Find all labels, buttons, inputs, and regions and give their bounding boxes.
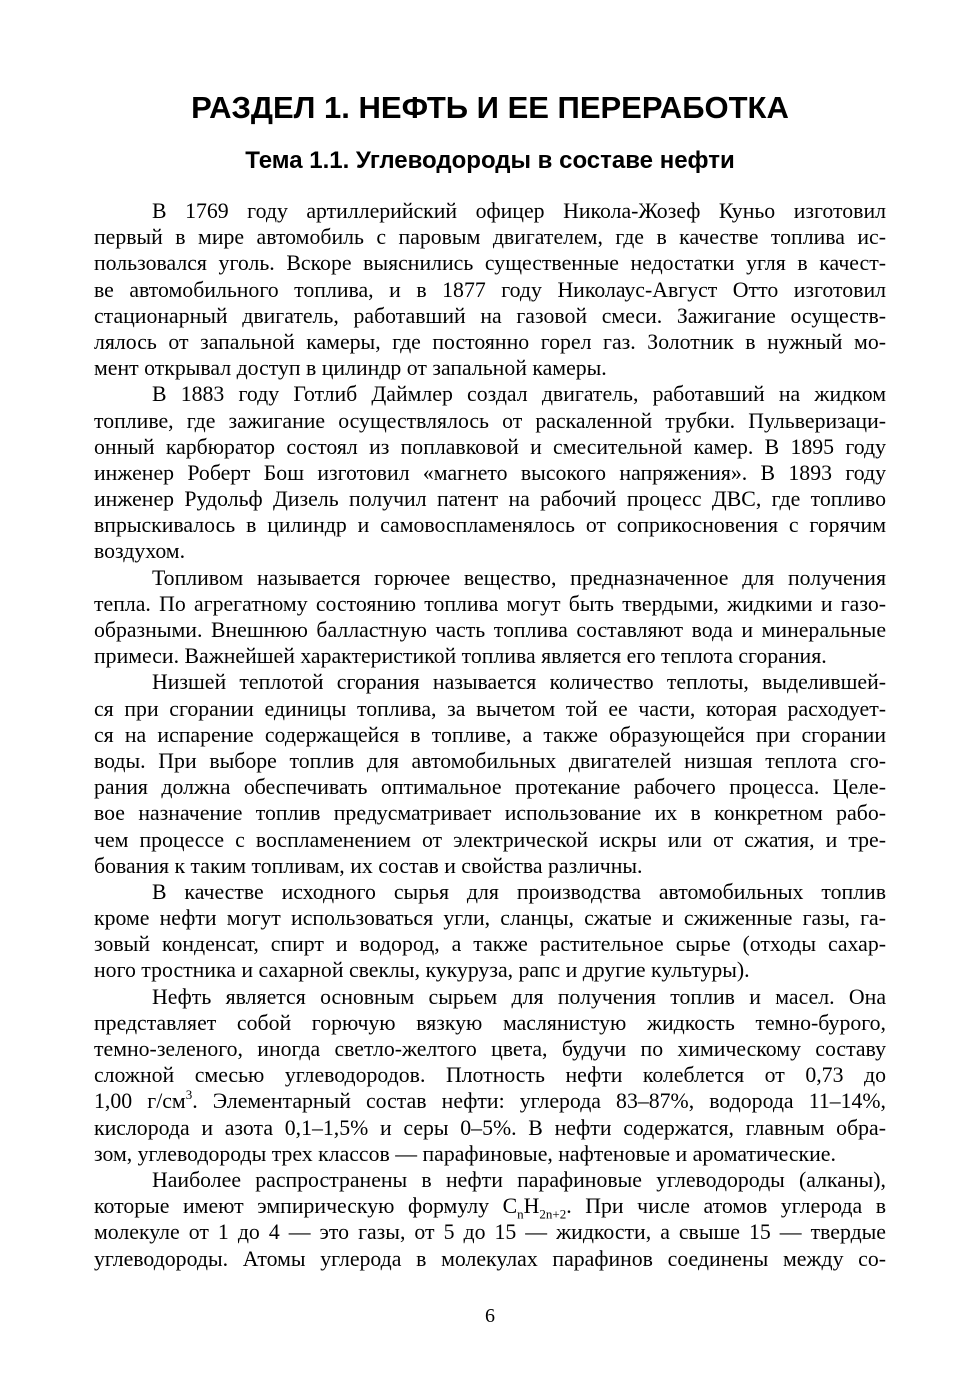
text-line: онный карбюратор состоял из поплавковой и смесительной камер. В 1895 году	[94, 434, 886, 459]
text-line: представляет собой горючую вязкую маслянистую жидкость темно-бурого,	[94, 1010, 886, 1035]
text-line: пользовался уголь. Вскоре выяснились существенные недостатки угля в качест-	[94, 251, 886, 276]
text-line: углеводороды. Атомы углерода в молекулах парафинов соединены между со-	[94, 1246, 886, 1271]
formula-subscript-n: n	[517, 1206, 524, 1222]
text-line: воздухом.	[94, 539, 186, 564]
text-line: В 1883 году Готлиб Даймлер создал двигатель, работавший на жидком	[152, 382, 886, 407]
text-line: Наиболее распространены в нефти парафиновые углеводороды (алканы),	[152, 1167, 886, 1192]
text-line: Нефть является основным сырьем для получения топлив и масел. Она	[152, 984, 886, 1009]
text-line: кроме нефти могут использоваться угли, сланцы, сжатые и сжиженные газы, га-	[94, 906, 886, 931]
text-line: рания должна обеспечивать оптимальное протекание рабочего процесса. Целе-	[94, 775, 886, 800]
section-title: РАЗДЕЛ 1. НЕФТЬ И ЕЕ ПЕРЕРАБОТКА	[191, 90, 789, 125]
text-line: сложной смесью углеводородов. Плотность нефти колеблется от 0,73 до	[94, 1063, 886, 1088]
text-line: стационарный двигатель, работавший на газовой смеси. Зажигание осуществ-	[94, 303, 886, 328]
text-line: ве автомобильного топлива, и в 1877 году Николаус-Август Отто изготовил	[94, 277, 886, 302]
paragraph-7	[94, 1167, 886, 1272]
text-line: Низшей теплотой сгорания называется количество теплоты, выделившей-	[152, 670, 886, 695]
paragraph-5	[94, 879, 886, 984]
text-line: первый в мире автомобиль с паровым двигателем, где в качестве топлива ис-	[94, 225, 886, 250]
text-line: В качестве исходного сырья для производства автомобильных топлив	[152, 879, 886, 904]
text-line: впрыскивалось в цилиндр и самовоспламенялось от соприкосновения с горячим	[94, 513, 886, 538]
text-line: образными. Внешнюю балластную часть топлива составляют вода и минеральные	[94, 618, 886, 642]
body-text	[94, 198, 886, 1272]
topic-title: Тема 1.1. Углеводороды в составе нефти	[245, 147, 735, 174]
text-line: мент открывал доступ в цилиндр от запальной камеры.	[94, 356, 607, 381]
text-line: топливе, где зажигание осуществлялось от раскаленной трубки. Пульверизаци-	[94, 408, 886, 433]
text-line: бования к таким топливам, их состав и свойства различны.	[94, 853, 643, 878]
text-line: зом, углеводороды трех классов — парафиновые, нафтеновые и ароматические.	[94, 1141, 836, 1166]
text-line: Топливом называется горючее вещество, предназначенное для получения	[152, 565, 886, 590]
paragraph-4	[94, 669, 886, 879]
text-line: кислорода и азота 0,1–1,5% и серы 0–5%. В нефти содержатся, главным обра-	[94, 1115, 886, 1140]
text-line: ного тростника и сахарной свеклы, кукуруза, рапс и другие культуры).	[94, 958, 750, 983]
formula-subscript-2n2: 2n+2	[539, 1206, 567, 1222]
paragraph-1	[94, 198, 886, 381]
text-line: инженер Роберт Бош изготовил «магнето высокого напряжения». В 1893 году	[94, 460, 886, 485]
text-line: темно-зеленого, иногда светло-желтого цвета, будучи по химическому составу	[94, 1037, 886, 1061]
text-line: зовый конденсат, спирт и водород, а также растительное сырье (отходы сахар-	[94, 932, 886, 957]
density-value: 1,00 г/см	[94, 1089, 186, 1114]
paragraph-6	[94, 984, 886, 1167]
text-line: ся на испарение содержащейся в топливе, а также образующейся при сгорании	[94, 722, 886, 747]
text-line: инженер Рудольф Дизель получил патент на рабочий процесс ДВС, где топливо	[94, 487, 886, 512]
composition-text: . Элементарный состав нефти: углерода 83–87%, водорода 11–14%,	[192, 1089, 886, 1114]
paragraph-2	[94, 381, 886, 564]
text-line: молекуле от 1 до 4 — это газы, от 5 до 15 — жидкости, а свыше 15 — твердые	[94, 1220, 886, 1245]
text-line: чем процессе с воспламенением от электрической искры или от сжатия, и тре-	[94, 827, 886, 852]
page-number: 6	[485, 1305, 495, 1327]
formula-line	[94, 1193, 886, 1222]
paragraph-3	[94, 565, 886, 670]
text-line: тепла. По агрегатному состоянию топлива могут быть твердыми, жидкими и газо-	[94, 591, 886, 616]
formula-hydrogen: H	[523, 1194, 540, 1219]
text-line: ся при сгорании единицы топлива, за вычетом той ее части, которая расходует-	[94, 696, 886, 721]
text-line: лялось от запальной камеры, где постоянно горел газ. Золотник в нужный мо-	[94, 329, 886, 354]
formula-lead-text: которые имеют эмпирическую формулу C	[94, 1194, 518, 1219]
text-line: воды. При выборе топлив для автомобильных двигателей низшая теплота сго-	[94, 748, 886, 773]
density-line	[94, 1088, 886, 1114]
density-unit-superscript: 3	[185, 1087, 193, 1103]
formula-tail-text: . При числе атомов углерода в	[566, 1194, 886, 1219]
text-line: вое назначение топлив предусматривает использование их в конкретном рабо-	[94, 801, 886, 826]
text-line: примеси. Важнейшей характеристикой топлива является его теплота сгорания.	[94, 644, 827, 669]
text-line: В 1769 году артиллерийский офицер Никола-Жозеф Куньо изготовил	[152, 199, 886, 223]
